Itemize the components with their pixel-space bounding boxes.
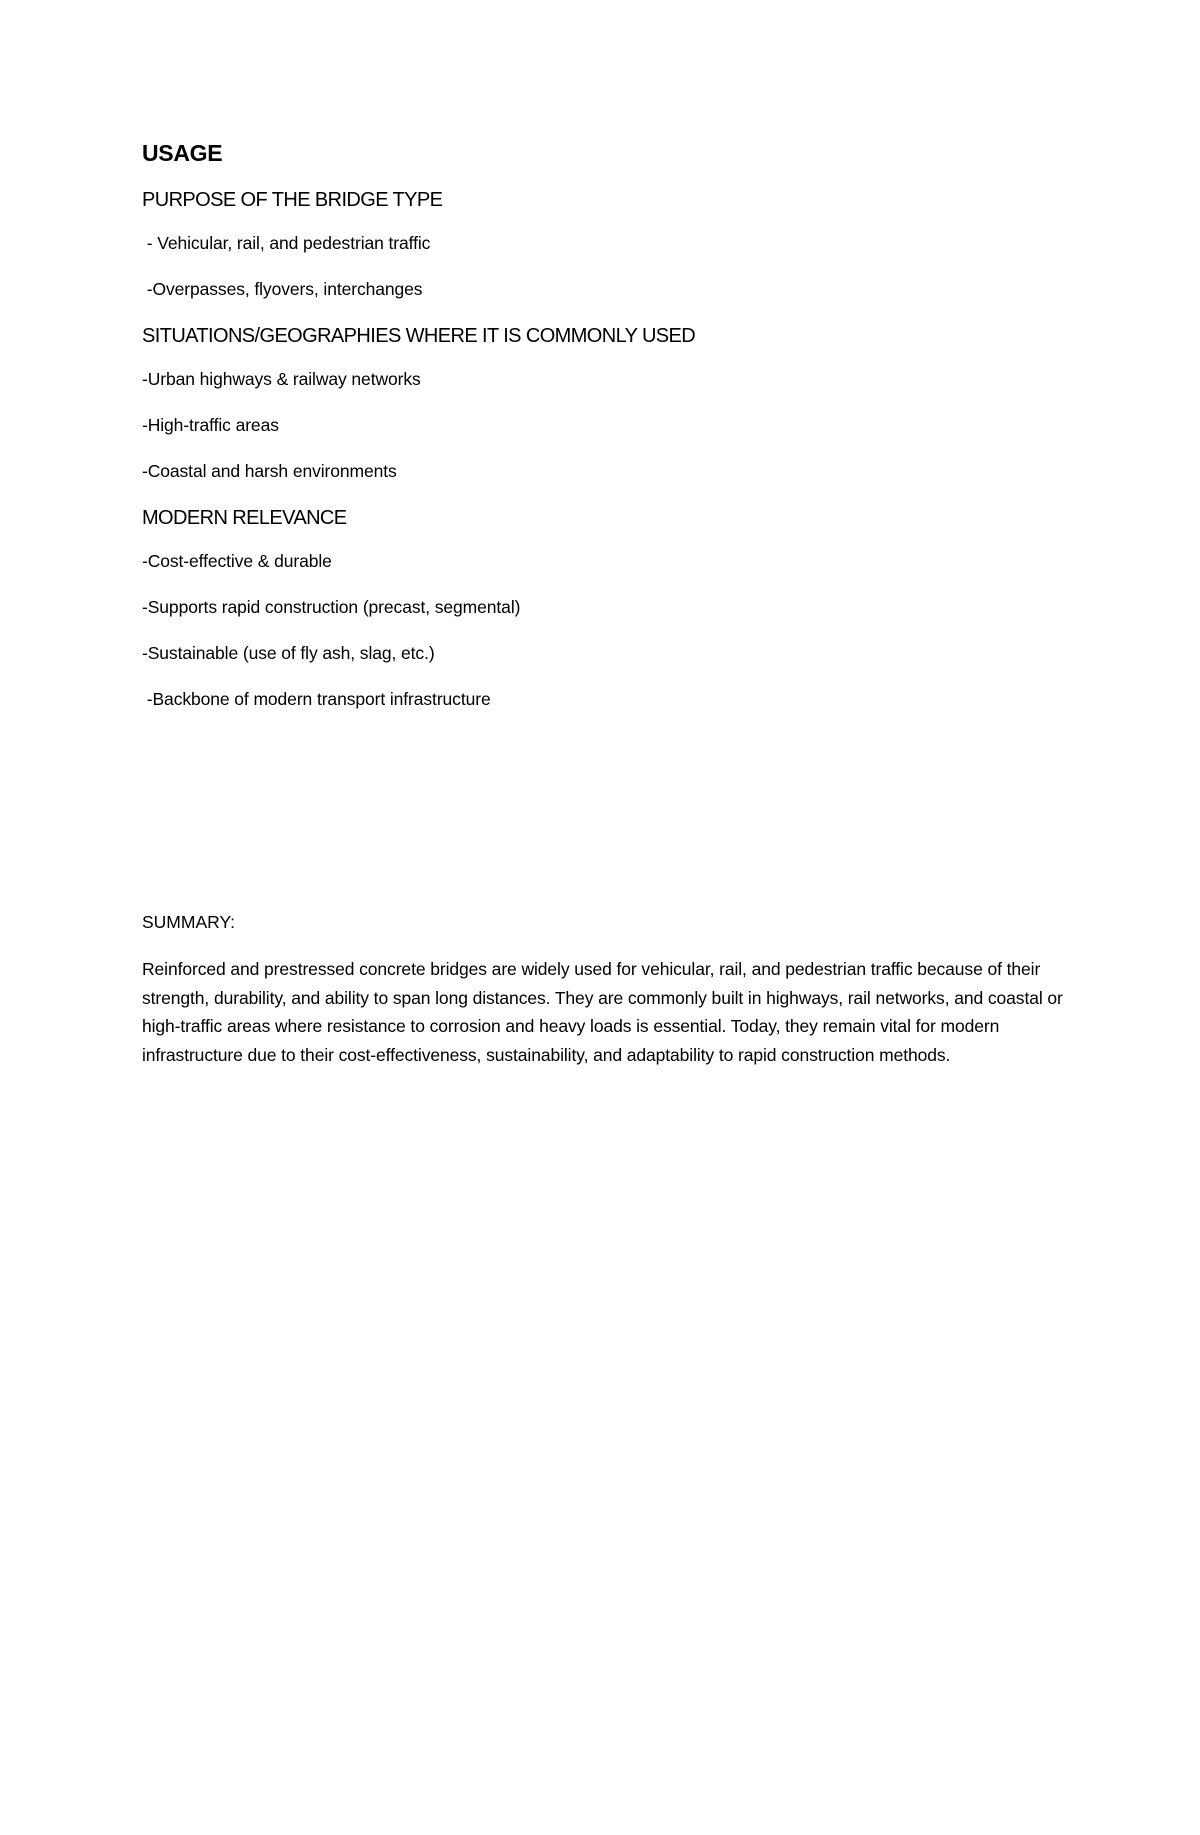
summary-paragraph: Reinforced and prestressed concrete bridges are widely used for vehicular, rail, and pedestrian traffic because of their strength, durability, and ability to span long distances. They are commonly built in highways, rail networks, and coastal or high-traffic areas where resistance to corrosion and heavy loads is essential. Today, they remain vital for modern infrastructure due to their cost-effectiveness, sustainability, and adaptability to rapid construction methods. <box>142 959 1063 1066</box>
list-item: -Coastal and harsh environments <box>142 461 397 481</box>
list-item: -Urban highways & railway networks <box>142 369 421 389</box>
section-heading: MODERN RELEVANCE <box>142 507 347 529</box>
list-item: -Cost-effective & durable <box>142 551 332 571</box>
list-item: -High-traffic areas <box>142 415 279 435</box>
list-item: -Sustainable (use of fly ash, slag, etc.) <box>142 643 435 663</box>
summary-section <box>142 912 1082 1070</box>
list-item: -Overpasses, flyovers, interchanges <box>142 279 423 299</box>
section-situations <box>142 325 1082 482</box>
section-heading: SITUATIONS/GEOGRAPHIES WHERE IT IS COMMONLY USED <box>142 325 696 347</box>
list-item: - Vehicular, rail, and pedestrian traffic <box>142 233 431 253</box>
list-item: -Backbone of modern transport infrastructure <box>142 689 491 709</box>
document-body <box>142 140 1082 735</box>
document-title: USAGE <box>142 140 223 166</box>
summary-label: SUMMARY: <box>142 912 236 932</box>
section-purpose <box>142 189 1082 300</box>
section-heading: PURPOSE OF THE BRIDGE TYPE <box>142 189 443 211</box>
list-item: -Supports rapid construction (precast, segmental) <box>142 597 521 617</box>
section-modern-relevance <box>142 507 1082 710</box>
